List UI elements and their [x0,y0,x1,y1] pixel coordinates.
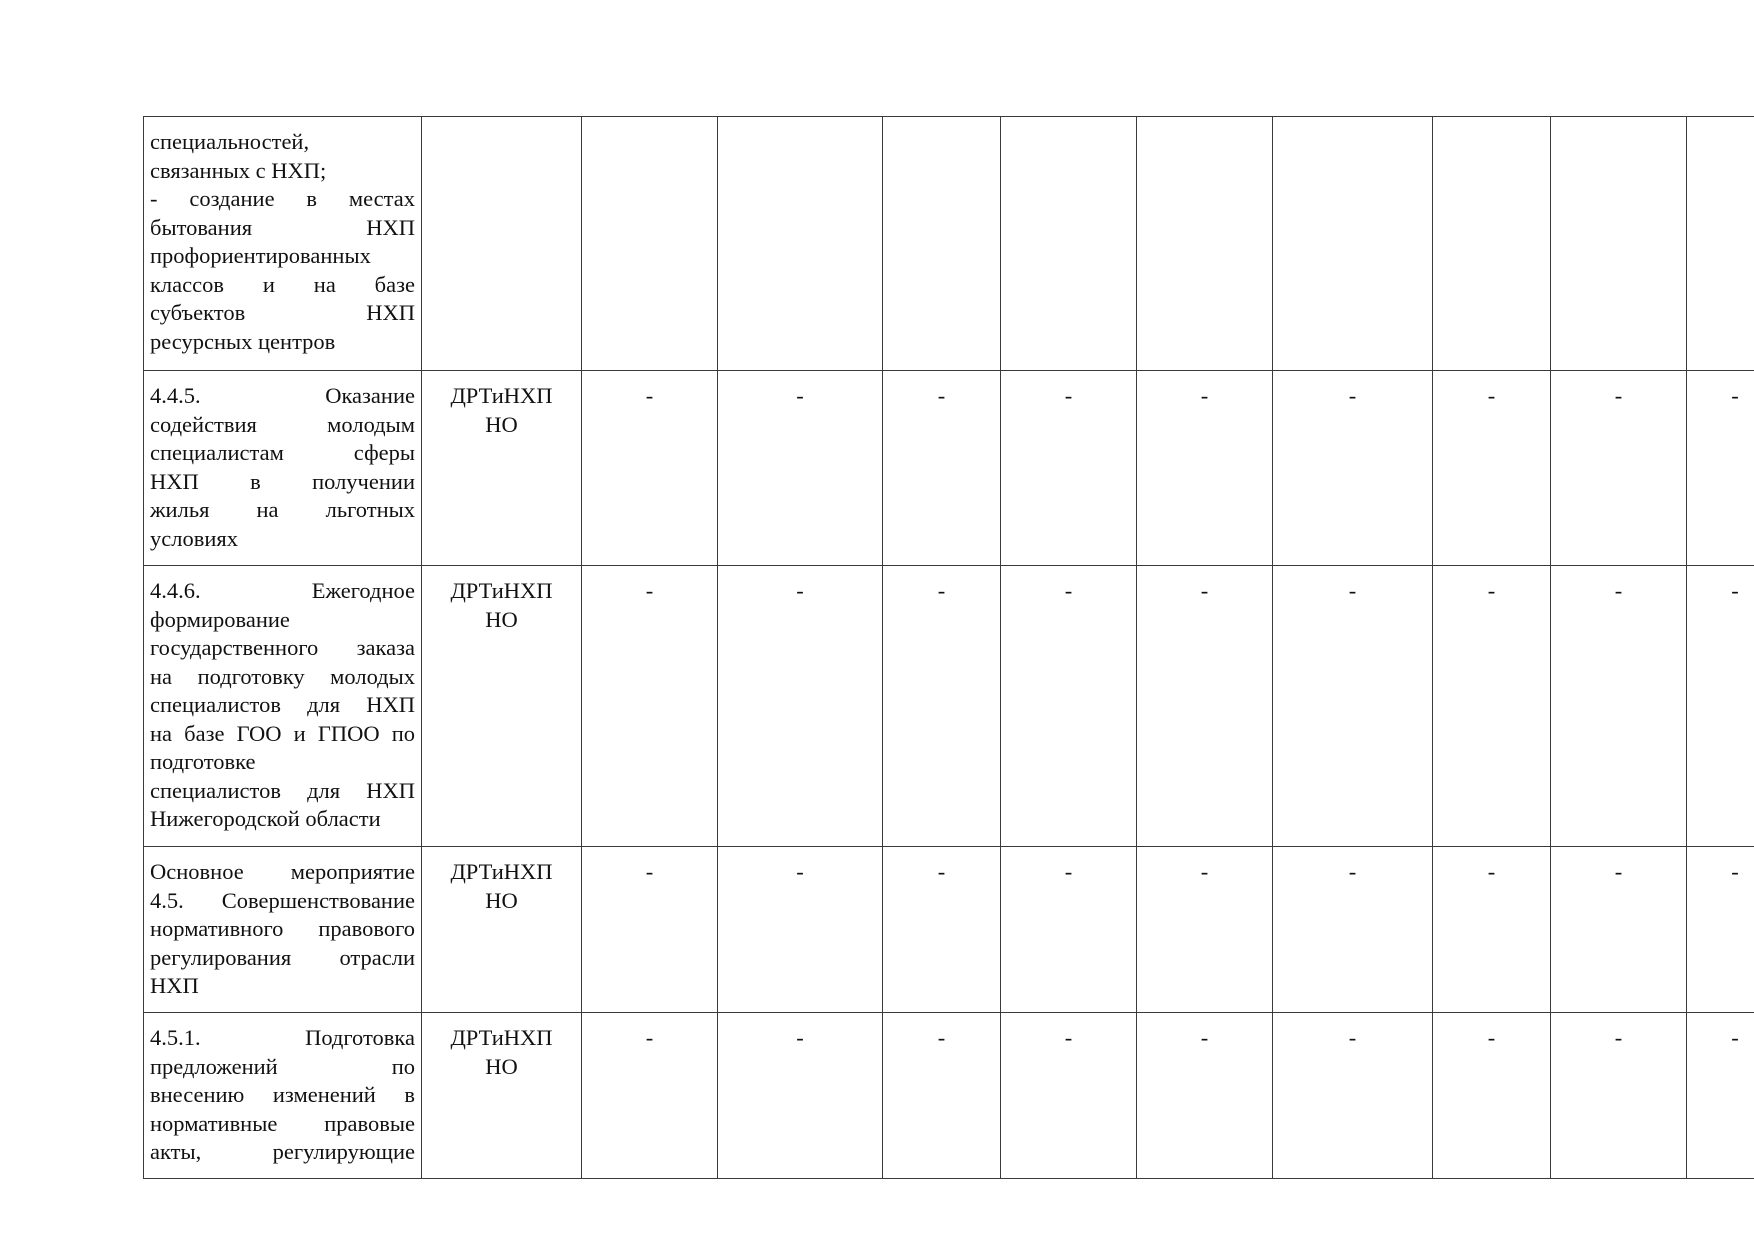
description-line: субъектов НХП [150,300,415,325]
activity-description-cell [144,371,422,566]
description-line: специалистам сферы [150,440,415,465]
indicator-value-cell [1273,117,1433,371]
description-line: специальностей, [150,129,310,154]
description-line: 4.4.5. Оказание [150,383,415,408]
table-row [144,371,1754,566]
description-line: условиях [150,525,238,551]
indicator-value-cell: - [1273,847,1433,1013]
activity-description-cell [144,566,422,847]
description-line: специалистов для НХП [150,777,415,803]
table-row [144,1013,1754,1179]
indicator-value-cell: - [1433,371,1551,566]
description-line: классов и на базе [150,271,415,297]
indicator-value-cell: - [718,371,883,566]
responsible-executor-text: НО [485,411,518,437]
description-line: специалистов для НХП [150,692,415,717]
indicator-value-cell: - [1551,566,1687,847]
description-line: подготовке [150,749,256,774]
description-line: Нижегородской области [150,806,381,831]
indicator-value-cell [883,117,1001,371]
description-line: связанных с НХП; [150,157,327,183]
indicator-value-cell: - [1137,847,1273,1013]
responsible-executor-text: НО [485,1053,518,1079]
indicator-value-cell [1687,117,1754,371]
indicator-value-cell: - [582,847,718,1013]
description-line: содействия молодым [150,411,415,437]
responsible-executor-cell [422,117,582,371]
description-line: акты, регулирующие [150,1139,415,1164]
indicator-value-cell: - [582,371,718,566]
description-line: НХП [150,973,199,998]
activity-description-cell [144,1013,422,1179]
indicator-value-cell: - [1273,1013,1433,1179]
indicator-value-cell: - [1687,371,1754,566]
indicator-value-cell: - [883,1013,1001,1179]
indicator-value-cell [718,117,883,371]
indicator-value-cell [1433,117,1551,371]
activity-description-cell [144,117,422,371]
description-line: бытования НХП [150,214,415,240]
indicator-value-cell: - [1137,566,1273,847]
indicator-value-cell [1001,117,1137,371]
indicator-value-cell: - [1551,371,1687,566]
description-line: Основное мероприятие [150,859,415,884]
responsible-executor-cell [422,566,582,847]
indicator-value-cell: - [1137,371,1273,566]
description-line: жилья на льготных [150,497,415,522]
responsible-executor-text: ДРТиНХП [450,578,553,603]
responsible-executor-cell [422,1013,582,1179]
responsible-executor-text: ДРТиНХП [450,383,553,408]
description-line: 4.4.6. Ежегодное [150,578,415,603]
indicator-value-cell: - [1433,566,1551,847]
indicator-value-cell: - [1551,1013,1687,1179]
responsible-executor-text: ДРТиНХП [450,1025,553,1050]
description-line: НХП в получении [150,468,415,494]
indicator-value-cell: - [718,847,883,1013]
indicator-value-cell: - [582,1013,718,1179]
table-row [144,566,1754,847]
indicator-value-cell [582,117,718,371]
indicator-value-cell [1137,117,1273,371]
indicator-value-cell: - [883,566,1001,847]
indicator-value-cell: - [1001,371,1137,566]
responsible-executor-text: НО [485,887,518,913]
responsible-executor-cell [422,847,582,1013]
responsible-executor-text: НО [485,606,518,632]
description-line: нормативные правовые [150,1110,415,1136]
indicator-value-cell: - [1433,1013,1551,1179]
indicator-value-cell: - [1273,566,1433,847]
indicator-value-cell: - [1001,1013,1137,1179]
description-line: 4.5. Совершенствование [150,887,415,913]
table-row [144,117,1754,371]
indicator-value-cell: - [582,566,718,847]
indicator-value-cell: - [1001,847,1137,1013]
activity-description-cell [144,847,422,1013]
description-line: на подготовку молодых [150,663,415,689]
indicator-value-cell: - [1273,371,1433,566]
table-body [144,117,1754,1179]
description-line: на базе ГОО и ГПОО по [150,720,415,746]
responsible-executor-cell [422,371,582,566]
indicator-value-cell: - [1687,1013,1754,1179]
responsible-executor-text: ДРТиНХП [450,859,553,884]
description-line: внесению изменений в [150,1082,415,1107]
description-line: 4.5.1. Подготовка [150,1025,415,1050]
description-line: нормативного правового [150,916,415,941]
indicator-value-cell: - [718,566,883,847]
indicator-value-cell: - [718,1013,883,1179]
indicator-value-cell: - [883,371,1001,566]
table-row [144,847,1754,1013]
indicator-value-cell: - [1433,847,1551,1013]
indicator-value-cell: - [883,847,1001,1013]
description-line: регулирования отрасли [150,944,415,970]
description-line: ресурсных центров [150,328,336,354]
description-line: предложений по [150,1053,415,1079]
description-line: государственного заказа [150,635,415,660]
indicator-value-cell: - [1687,847,1754,1013]
program-activities-table [143,116,1754,1179]
description-line: - создание в местах [150,186,415,211]
description-line: профориентированных [150,243,371,268]
indicator-value-cell: - [1551,847,1687,1013]
indicator-value-cell: - [1137,1013,1273,1179]
indicator-value-cell: - [1001,566,1137,847]
indicator-value-cell [1551,117,1687,371]
description-line: формирование [150,606,290,632]
indicator-value-cell: - [1687,566,1754,847]
